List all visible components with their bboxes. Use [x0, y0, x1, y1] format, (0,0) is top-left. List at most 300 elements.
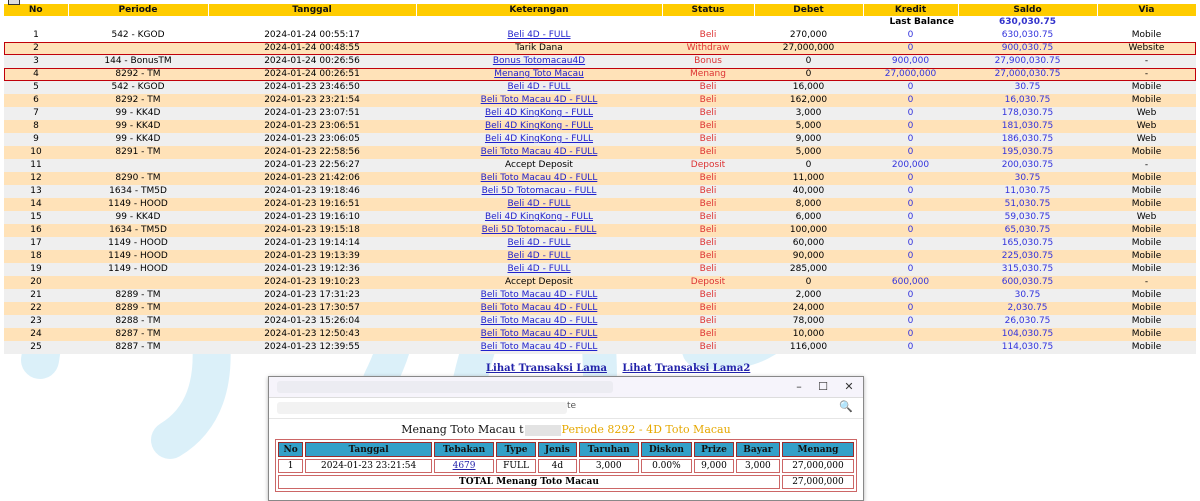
win-diskon: 0.00% [641, 459, 692, 473]
column-header-debet: Debet [754, 4, 863, 16]
win-taruhan: 3,000 [579, 459, 639, 473]
cell-saldo: 195,030.75 [958, 146, 1097, 159]
cell-via: Mobile [1097, 341, 1196, 354]
cell-debet: 0 [754, 68, 863, 81]
win-col-bayar: Bayar [736, 442, 780, 457]
cell-tanggal: 2024-01-24 00:55:17 [208, 29, 416, 42]
popup-body [269, 419, 863, 492]
cell-kredit: 0 [863, 133, 958, 146]
cell-tanggal: 2024-01-23 23:06:05 [208, 133, 416, 146]
table-row [4, 159, 1196, 172]
cell-keterangan: Accept Deposit [416, 276, 662, 289]
cell-kredit: 0 [863, 81, 958, 94]
heading-prefix: Menang Toto Macau t [401, 423, 524, 436]
cell-keterangan[interactable]: Beli Toto Macau 4D - FULL [416, 289, 662, 302]
cell-saldo: 30.75 [958, 81, 1097, 94]
cell-via: Mobile [1097, 289, 1196, 302]
win-total-value: 27,000,000 [782, 475, 854, 489]
cell-tanggal: 2024-01-23 19:13:39 [208, 250, 416, 263]
win-col-prize: Prize [694, 442, 734, 457]
cell-debet: 116,000 [754, 341, 863, 354]
cell-saldo: 65,030.75 [958, 224, 1097, 237]
win-col-jenis: Jenis [538, 442, 577, 457]
win-bayar: 3,000 [736, 459, 780, 473]
table-row [4, 224, 1196, 237]
cell-via: - [1097, 159, 1196, 172]
cell-tanggal: 2024-01-23 12:50:43 [208, 328, 416, 341]
cell-status: Beli [662, 263, 754, 276]
cell-kredit: 600,000 [863, 276, 958, 289]
cell-via: Mobile [1097, 185, 1196, 198]
cell-periode: 99 - KK4D [68, 133, 208, 146]
link-transaksi-lama2[interactable]: Lihat Transaksi Lama2 [622, 363, 751, 374]
cell-status: Bonus [662, 55, 754, 68]
cell-kredit: 200,000 [863, 159, 958, 172]
blurred-username [525, 425, 561, 436]
cell-kredit: 0 [863, 198, 958, 211]
cell-tanggal: 2024-01-23 22:58:56 [208, 146, 416, 159]
last-balance-row [4, 16, 1196, 29]
cell-no: 19 [4, 263, 68, 276]
cell-via: Mobile [1097, 29, 1196, 42]
cell-no: 14 [4, 198, 68, 211]
table-row [4, 250, 1196, 263]
cell-via: Mobile [1097, 237, 1196, 250]
cell-periode: 8290 - TM [68, 172, 208, 185]
cell-via: - [1097, 68, 1196, 81]
table-row [4, 289, 1196, 302]
cell-keterangan[interactable]: Beli Toto Macau 4D - FULL [416, 328, 662, 341]
link-transaksi-lama[interactable]: Lihat Transaksi Lama [486, 363, 607, 374]
cell-keterangan[interactable]: Beli 5D Totomacau - FULL [416, 185, 662, 198]
cell-saldo: 900,030.75 [958, 42, 1097, 55]
cell-tanggal: 2024-01-23 15:26:04 [208, 315, 416, 328]
cell-kredit: 0 [863, 289, 958, 302]
cell-no: 25 [4, 341, 68, 354]
maximize-icon[interactable]: ☐ [818, 380, 828, 393]
cell-debet: 5,000 [754, 120, 863, 133]
cell-keterangan[interactable]: Beli Toto Macau 4D - FULL [416, 315, 662, 328]
win-detail-table [275, 439, 857, 492]
cell-kredit: 0 [863, 341, 958, 354]
cell-keterangan[interactable]: Beli 4D - FULL [416, 250, 662, 263]
column-header-saldo: Saldo [958, 4, 1097, 16]
cell-periode: 8292 - TM [68, 94, 208, 107]
column-header-tanggal: Tanggal [208, 4, 416, 16]
heading-periode: Periode 8292 - 4D Toto Macau [561, 423, 731, 436]
cell-status: Beli [662, 94, 754, 107]
url-text: te [567, 401, 577, 411]
cell-periode: 1149 - HOOD [68, 198, 208, 211]
popup-window [268, 376, 864, 501]
cell-keterangan: Tarik Dana [416, 42, 662, 55]
cell-status: Beli [662, 107, 754, 120]
cell-via: - [1097, 55, 1196, 68]
cell-kredit: 0 [863, 224, 958, 237]
cell-via: Mobile [1097, 146, 1196, 159]
table-row [4, 198, 1196, 211]
cell-tanggal: 2024-01-23 19:14:14 [208, 237, 416, 250]
cell-via: Mobile [1097, 198, 1196, 211]
cell-kredit: 0 [863, 211, 958, 224]
cell-status: Beli [662, 289, 754, 302]
cell-via: - [1097, 276, 1196, 289]
win-col-menang: Menang [782, 442, 854, 457]
cell-keterangan[interactable]: Menang Toto Macau [416, 68, 662, 81]
cell-kredit: 0 [863, 315, 958, 328]
cell-no: 2 [4, 42, 68, 55]
cell-debet: 24,000 [754, 302, 863, 315]
cell-periode: 8291 - TM [68, 146, 208, 159]
table-row [4, 68, 1196, 81]
cell-status: Beli [662, 224, 754, 237]
win-col-taruhan: Taruhan [579, 442, 639, 457]
cell-periode: 8287 - TM [68, 341, 208, 354]
win-no: 1 [278, 459, 303, 473]
cell-no: 6 [4, 94, 68, 107]
cell-status: Beli [662, 211, 754, 224]
win-jenis: 4d [538, 459, 577, 473]
cell-tanggal: 2024-01-23 23:06:51 [208, 120, 416, 133]
cell-no: 1 [4, 29, 68, 42]
table-row [4, 81, 1196, 94]
cell-via: Mobile [1097, 81, 1196, 94]
cell-keterangan[interactable]: Beli Toto Macau 4D - FULL [416, 302, 662, 315]
cell-saldo: 26,030.75 [958, 315, 1097, 328]
table-row [4, 302, 1196, 315]
cell-status: Beli [662, 185, 754, 198]
cell-no: 21 [4, 289, 68, 302]
cell-debet: 9,000 [754, 133, 863, 146]
cell-tanggal: 2024-01-23 19:10:23 [208, 276, 416, 289]
cell-saldo: 27,900,030.75 [958, 55, 1097, 68]
cell-periode: 144 - BonusTM [68, 55, 208, 68]
cell-keterangan[interactable]: Beli Toto Macau 4D - FULL [416, 94, 662, 107]
cell-no: 9 [4, 133, 68, 146]
cell-via: Web [1097, 133, 1196, 146]
cell-via: Mobile [1097, 94, 1196, 107]
cell-kredit: 900,000 [863, 55, 958, 68]
cell-debet: 78,000 [754, 315, 863, 328]
cell-tanggal: 2024-01-23 23:46:50 [208, 81, 416, 94]
cell-no: 16 [4, 224, 68, 237]
last-balance-value: 630,030.75 [958, 16, 1097, 29]
cell-periode: 8289 - TM [68, 289, 208, 302]
table-row [4, 237, 1196, 250]
cell-no: 4 [4, 68, 68, 81]
cell-keterangan[interactable]: Beli 4D - FULL [416, 237, 662, 250]
cell-debet: 6,000 [754, 211, 863, 224]
cell-saldo: 27,000,030.75 [958, 68, 1097, 81]
cell-keterangan[interactable]: Beli 5D Totomacau - FULL [416, 224, 662, 237]
cell-status: Beli [662, 133, 754, 146]
table-row [4, 185, 1196, 198]
cell-periode: 99 - KK4D [68, 120, 208, 133]
blurred-title [277, 381, 613, 393]
win-col-no: No [278, 442, 303, 457]
cell-status: Deposit [662, 159, 754, 172]
cell-periode: 99 - KK4D [68, 107, 208, 120]
cell-status: Beli [662, 341, 754, 354]
popup-heading [269, 423, 863, 437]
cell-keterangan: Accept Deposit [416, 159, 662, 172]
cell-debet: 8,000 [754, 198, 863, 211]
win-total-label: TOTAL Menang Toto Macau [278, 475, 780, 489]
history-links [486, 363, 762, 374]
cell-periode: 1634 - TM5D [68, 185, 208, 198]
cell-periode: 1149 - HOOD [68, 263, 208, 276]
cell-via: Web [1097, 107, 1196, 120]
cell-kredit: 0 [863, 263, 958, 276]
blurred-url [277, 402, 567, 414]
win-col-tanggal: Tanggal [305, 442, 432, 457]
cell-status: Deposit [662, 276, 754, 289]
cell-saldo: 114,030.75 [958, 341, 1097, 354]
cell-saldo: 59,030.75 [958, 211, 1097, 224]
cell-tanggal: 2024-01-23 12:39:55 [208, 341, 416, 354]
table-row [4, 107, 1196, 120]
cell-kredit: 0 [863, 42, 958, 55]
cell-no: 23 [4, 315, 68, 328]
cell-kredit: 0 [863, 185, 958, 198]
cell-debet: 16,000 [754, 81, 863, 94]
cell-saldo: 178,030.75 [958, 107, 1097, 120]
cell-status: Beli [662, 120, 754, 133]
cell-saldo: 181,030.75 [958, 120, 1097, 133]
cell-debet: 40,000 [754, 185, 863, 198]
cell-tanggal: 2024-01-24 00:26:51 [208, 68, 416, 81]
cell-keterangan[interactable]: Beli Toto Macau 4D - FULL [416, 172, 662, 185]
cell-tanggal: 2024-01-23 21:42:06 [208, 172, 416, 185]
cell-no: 7 [4, 107, 68, 120]
cell-saldo: 16,030.75 [958, 94, 1097, 107]
cell-via: Web [1097, 211, 1196, 224]
cell-keterangan[interactable]: Beli Toto Macau 4D - FULL [416, 146, 662, 159]
win-table-row [278, 459, 854, 473]
cell-tanggal: 2024-01-23 19:12:36 [208, 263, 416, 276]
cell-debet: 0 [754, 55, 863, 68]
cell-status: Beli [662, 315, 754, 328]
cell-no: 11 [4, 159, 68, 172]
cell-debet: 0 [754, 276, 863, 289]
cell-debet: 0 [754, 159, 863, 172]
cell-kredit: 0 [863, 237, 958, 250]
cell-kredit: 0 [863, 29, 958, 42]
cell-no: 20 [4, 276, 68, 289]
cell-keterangan[interactable]: Beli 4D KingKong - FULL [416, 133, 662, 146]
cell-no: 8 [4, 120, 68, 133]
cell-kredit: 0 [863, 250, 958, 263]
cell-kredit: 0 [863, 107, 958, 120]
cell-no: 12 [4, 172, 68, 185]
cell-keterangan[interactable]: Beli 4D KingKong - FULL [416, 107, 662, 120]
column-header-no: No [4, 4, 68, 16]
column-header-kredit: Kredit [863, 4, 958, 16]
cell-periode [68, 159, 208, 172]
cell-debet: 5,000 [754, 146, 863, 159]
cell-debet: 162,000 [754, 94, 863, 107]
cell-debet: 100,000 [754, 224, 863, 237]
cell-no: 13 [4, 185, 68, 198]
win-col-type: Type [496, 442, 536, 457]
cell-status: Beli [662, 302, 754, 315]
cell-kredit: 0 [863, 328, 958, 341]
table-row [4, 55, 1196, 68]
cell-via: Mobile [1097, 172, 1196, 185]
cell-keterangan[interactable]: Bonus Totomacau4D [416, 55, 662, 68]
column-header-periode: Periode [68, 4, 208, 16]
table-row [4, 42, 1196, 55]
cell-keterangan[interactable]: Beli 4D - FULL [416, 263, 662, 276]
table-row [4, 94, 1196, 107]
cell-keterangan[interactable]: Beli 4D KingKong - FULL [416, 120, 662, 133]
cell-tanggal: 2024-01-24 00:26:56 [208, 55, 416, 68]
column-header-keterangan: Keterangan [416, 4, 662, 16]
cell-periode: 8288 - TM [68, 315, 208, 328]
cell-saldo: 11,030.75 [958, 185, 1097, 198]
table-header-row [4, 4, 1196, 16]
win-col-diskon: Diskon [641, 442, 692, 457]
zoom-icon[interactable]: 🔍 [839, 400, 853, 413]
table-row [4, 328, 1196, 341]
cell-status: Beli [662, 81, 754, 94]
cell-periode: 8289 - TM [68, 302, 208, 315]
cell-tanggal: 2024-01-23 17:31:23 [208, 289, 416, 302]
cell-tanggal: 2024-01-23 22:56:27 [208, 159, 416, 172]
cell-status: Beli [662, 29, 754, 42]
corner-toggle[interactable] [8, 0, 20, 5]
cell-tanggal: 2024-01-23 19:15:18 [208, 224, 416, 237]
cell-no: 15 [4, 211, 68, 224]
cell-periode: 99 - KK4D [68, 211, 208, 224]
cell-periode: 8292 - TM [68, 68, 208, 81]
table-row [4, 146, 1196, 159]
cell-saldo: 165,030.75 [958, 237, 1097, 250]
win-col-tebakan: Tebakan [434, 442, 494, 457]
popup-addressbar[interactable] [269, 398, 863, 419]
cell-via: Web [1097, 120, 1196, 133]
cell-status: Beli [662, 146, 754, 159]
cell-saldo: 2,030.75 [958, 302, 1097, 315]
cell-status: Withdraw [662, 42, 754, 55]
cell-via: Mobile [1097, 328, 1196, 341]
minimize-icon[interactable]: – [796, 380, 802, 393]
cell-no: 17 [4, 237, 68, 250]
column-header-via: Via [1097, 4, 1196, 16]
cell-via: Mobile [1097, 263, 1196, 276]
cell-periode [68, 42, 208, 55]
win-prize: 9,000 [694, 459, 734, 473]
cell-saldo: 186,030.75 [958, 133, 1097, 146]
cell-periode: 542 - KGOD [68, 81, 208, 94]
win-table-header [278, 442, 854, 457]
cell-kredit: 0 [863, 172, 958, 185]
cell-status: Beli [662, 198, 754, 211]
cell-status: Beli [662, 237, 754, 250]
cell-tanggal: 2024-01-23 19:18:46 [208, 185, 416, 198]
win-type: FULL [496, 459, 536, 473]
cell-via: Mobile [1097, 224, 1196, 237]
table-row [4, 172, 1196, 185]
table-row [4, 120, 1196, 133]
cell-debet: 27,000,000 [754, 42, 863, 55]
cell-tanggal: 2024-01-23 17:30:57 [208, 302, 416, 315]
cell-debet: 285,000 [754, 263, 863, 276]
last-balance-label: Last Balance [863, 16, 958, 29]
cell-debet: 11,000 [754, 172, 863, 185]
table-row [4, 211, 1196, 224]
cell-tanggal: 2024-01-23 23:21:54 [208, 94, 416, 107]
cell-no: 22 [4, 302, 68, 315]
cell-kredit: 0 [863, 94, 958, 107]
cell-periode [68, 276, 208, 289]
cell-keterangan[interactable]: Beli Toto Macau 4D - FULL [416, 341, 662, 354]
win-total-row [278, 475, 854, 489]
cell-saldo: 600,030.75 [958, 276, 1097, 289]
cell-kredit: 0 [863, 120, 958, 133]
cell-saldo: 30.75 [958, 289, 1097, 302]
cell-saldo: 30.75 [958, 172, 1097, 185]
cell-status: Menang [662, 68, 754, 81]
cell-kredit: 0 [863, 302, 958, 315]
cell-status: Beli [662, 250, 754, 263]
win-tanggal: 2024-01-23 23:21:54 [305, 459, 432, 473]
cell-debet: 90,000 [754, 250, 863, 263]
cell-via: Mobile [1097, 315, 1196, 328]
cell-keterangan[interactable]: Beli 4D - FULL [416, 81, 662, 94]
table-row [4, 263, 1196, 276]
cell-keterangan[interactable]: Beli 4D - FULL [416, 29, 662, 42]
cell-tanggal: 2024-01-23 19:16:51 [208, 198, 416, 211]
cell-no: 10 [4, 146, 68, 159]
cell-no: 18 [4, 250, 68, 263]
cell-saldo: 225,030.75 [958, 250, 1097, 263]
cell-status: Beli [662, 328, 754, 341]
table-row [4, 29, 1196, 42]
cell-no: 5 [4, 81, 68, 94]
cell-tanggal: 2024-01-23 23:07:51 [208, 107, 416, 120]
cell-kredit: 27,000,000 [863, 68, 958, 81]
table-row [4, 315, 1196, 328]
cell-keterangan[interactable]: Beli 4D KingKong - FULL [416, 211, 662, 224]
cell-no: 3 [4, 55, 68, 68]
cell-saldo: 200,030.75 [958, 159, 1097, 172]
cell-saldo: 104,030.75 [958, 328, 1097, 341]
cell-debet: 3,000 [754, 107, 863, 120]
cell-periode: 1149 - HOOD [68, 237, 208, 250]
cell-saldo: 315,030.75 [958, 263, 1097, 276]
cell-keterangan[interactable]: Beli 4D - FULL [416, 198, 662, 211]
cell-via: Mobile [1097, 302, 1196, 315]
close-icon[interactable]: ✕ [844, 380, 854, 393]
cell-tanggal: 2024-01-23 19:16:10 [208, 211, 416, 224]
cell-periode: 8287 - TM [68, 328, 208, 341]
cell-saldo: 630,030.75 [958, 29, 1097, 42]
cell-debet: 10,000 [754, 328, 863, 341]
cell-tanggal: 2024-01-24 00:48:55 [208, 42, 416, 55]
win-tebakan-link[interactable]: 4679 [434, 459, 494, 473]
table-row [4, 341, 1196, 354]
win-menang: 27,000,000 [782, 459, 854, 473]
transaction-table [4, 4, 1197, 354]
cell-periode: 1634 - TM5D [68, 224, 208, 237]
cell-via: Mobile [1097, 250, 1196, 263]
table-row [4, 133, 1196, 146]
column-header-status: Status [662, 4, 754, 16]
cell-no: 24 [4, 328, 68, 341]
cell-debet: 270,000 [754, 29, 863, 42]
cell-kredit: 0 [863, 146, 958, 159]
